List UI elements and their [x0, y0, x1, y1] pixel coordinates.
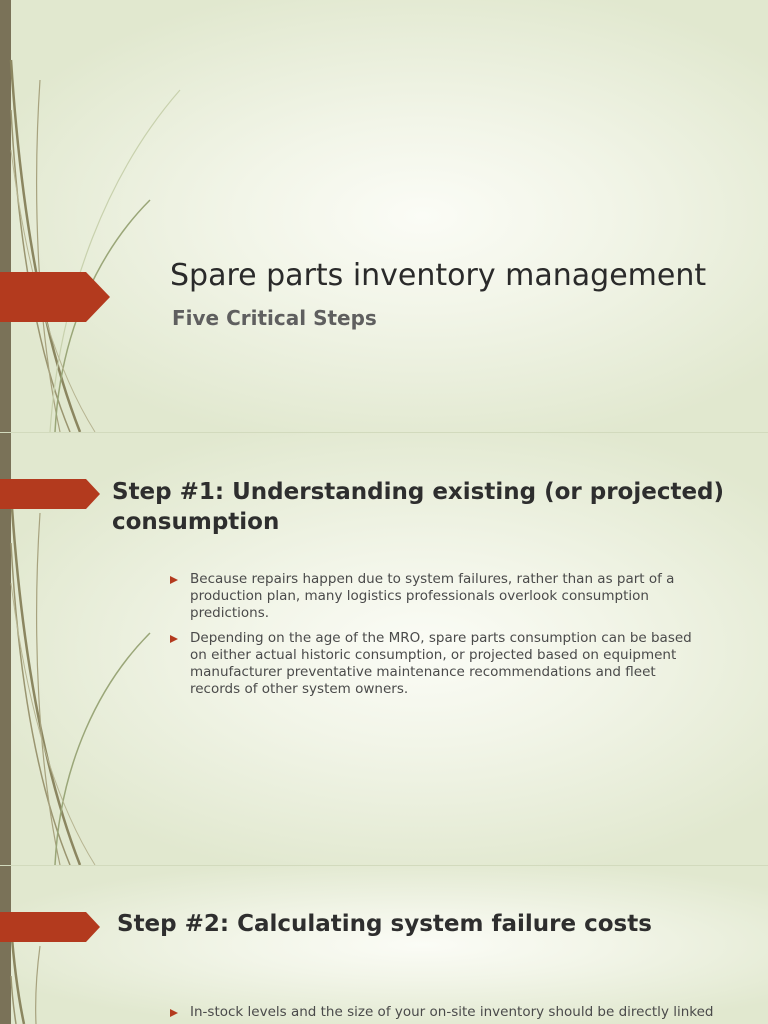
- bullet-arrow-icon: [170, 1009, 178, 1017]
- bullet-arrow-icon: [170, 635, 178, 643]
- step-1-title-line2: consumption: [112, 509, 280, 535]
- step-arrow-marker: [0, 912, 100, 942]
- step-2-title: Step #2: Calculating system failure costs: [117, 911, 652, 937]
- step-1-title: [112, 477, 752, 537]
- decorative-swoosh: [0, 0, 200, 432]
- step-2-bullet-list: [170, 1004, 750, 1024]
- bullet-text: Depending on the age of the MRO, spare parts consumption can be based on either actual historic consumption, or projected based on equipment manufacturer preventative maintenance recommendations and fleet records of other system owners.: [190, 630, 692, 697]
- bullet-text: In-stock levels and the size of your on-site inventory should be directly linked: [190, 1004, 714, 1020]
- presentation-subtitle: Five Critical Steps: [172, 306, 377, 330]
- step-1-title-line1: Step #1: Understanding existing (or projected): [112, 479, 725, 505]
- step-arrow-marker: [0, 479, 100, 509]
- bullet-item: [170, 1004, 750, 1021]
- step-1-bullet-list: [170, 571, 710, 706]
- bullet-item: [170, 571, 710, 622]
- slide-step-2: [0, 866, 768, 1024]
- slide-title: [0, 0, 768, 432]
- bullet-arrow-icon: [170, 576, 178, 584]
- bullet-item: [170, 630, 710, 698]
- presentation-title: Spare parts inventory management: [170, 258, 707, 293]
- decorative-swoosh: [0, 866, 200, 1024]
- bullet-text: Because repairs happen due to system failures, rather than as part of a production plan, many logistics professionals overlook consumption predictions.: [190, 571, 675, 621]
- slide-step-1: [0, 433, 768, 865]
